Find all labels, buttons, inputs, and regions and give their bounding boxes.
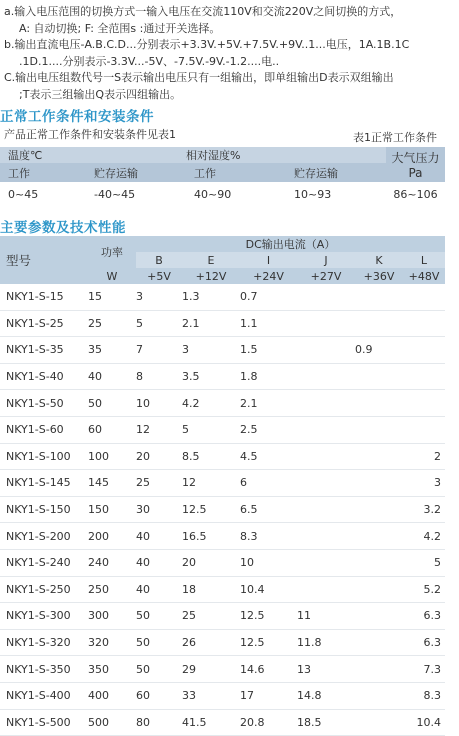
current-l-cell: 10.4 [403, 709, 445, 736]
current-l-cell: 3 [403, 470, 445, 497]
power-cell: 320 [88, 629, 136, 656]
model-cell: NKY1-S-400 [0, 682, 88, 709]
current-i-cell: 8.3 [240, 523, 297, 550]
current-e-cell: 25 [182, 603, 240, 630]
temp-storage-value: -40~45 [94, 188, 136, 201]
current-k-cell [355, 443, 403, 470]
current-e-cell: 5 [182, 416, 240, 443]
table-row [0, 629, 445, 656]
hum-storage-value: 10~93 [294, 188, 332, 201]
current-j-cell [297, 337, 355, 364]
model-cell: NKY1-S-150 [0, 496, 88, 523]
table-caption: 表1正常工作条件 [353, 131, 437, 144]
power-cell: 500 [88, 709, 136, 736]
current-l-cell: 2 [403, 443, 445, 470]
current-l-cell [403, 337, 445, 364]
hum-work-value: 40~90 [194, 188, 232, 201]
current-i-cell: 12.5 [240, 629, 297, 656]
current-e-cell: 16.5 [182, 523, 240, 550]
current-k-cell [355, 549, 403, 576]
current-e-cell: 20 [182, 549, 240, 576]
current-k-cell [355, 284, 403, 310]
power-cell: 40 [88, 363, 136, 390]
current-e-cell: 1.3 [182, 284, 240, 310]
section-title-params: 主要参数及技术性能 [0, 220, 126, 236]
current-j-cell: 13 [297, 656, 355, 683]
current-b-cell: 50 [136, 629, 182, 656]
table-row [0, 416, 445, 443]
table-row [0, 443, 445, 470]
current-k-cell [355, 416, 403, 443]
unit-header: +12V [195, 269, 227, 283]
note-line: A: 自动切换; F: 全范围s :通过开关选择。 [19, 21, 221, 35]
current-e-cell: 41.5 [182, 709, 240, 736]
current-e-cell: 2.1 [182, 310, 240, 337]
current-i-cell: 10.4 [240, 576, 297, 603]
letter-header: E [207, 253, 215, 267]
current-k-cell [355, 603, 403, 630]
letter-header: B [155, 253, 163, 267]
current-j-cell [297, 470, 355, 497]
power-cell: 200 [88, 523, 136, 550]
current-i-cell: 17 [240, 682, 297, 709]
note-line: C.输出电压组数代号一S表示输出电压只有一组输出，即单组输出D表示双组输出 [4, 71, 394, 84]
pressure-header: 大气压力Pa [386, 147, 445, 182]
current-i-cell: 12.5 [240, 603, 297, 630]
table-row [0, 682, 445, 709]
current-e-cell: 33 [182, 682, 240, 709]
current-j-cell [297, 363, 355, 390]
note-line: ;T表示三组输出Q表示四组输出。 [19, 87, 182, 101]
model-header: 型号 [0, 236, 88, 284]
power-cell: 35 [88, 337, 136, 364]
current-e-cell: 18 [182, 576, 240, 603]
current-l-cell: 6.3 [403, 629, 445, 656]
current-b-cell: 50 [136, 603, 182, 630]
current-i-cell: 0.7 [240, 284, 297, 310]
letter-header: L [420, 253, 428, 267]
current-e-cell: 4.2 [182, 390, 240, 417]
table-row [0, 284, 445, 310]
current-b-cell: 40 [136, 576, 182, 603]
conditions-table [0, 147, 445, 207]
power-cell: 150 [88, 496, 136, 523]
current-l-cell: 6.3 [403, 603, 445, 630]
unit-header: +27V [310, 269, 342, 283]
power-cell: 25 [88, 310, 136, 337]
letter-header: I [266, 253, 271, 267]
current-j-cell [297, 443, 355, 470]
temp-work-value: 0~45 [8, 188, 39, 201]
table-row [0, 363, 445, 390]
model-cell: NKY1-S-250 [0, 576, 88, 603]
current-i-cell: 20.8 [240, 709, 297, 736]
current-b-cell: 12 [136, 416, 182, 443]
current-k-cell [355, 470, 403, 497]
power-header: 功率 [101, 246, 123, 259]
model-cell: NKY1-S-200 [0, 523, 88, 550]
current-j-cell [297, 390, 355, 417]
current-k-cell [355, 390, 403, 417]
current-j-cell: 11 [297, 603, 355, 630]
current-i-cell: 6.5 [240, 496, 297, 523]
current-l-cell [403, 310, 445, 337]
current-l-cell [403, 363, 445, 390]
current-b-cell: 60 [136, 682, 182, 709]
current-e-cell: 3 [182, 337, 240, 364]
current-b-cell: 20 [136, 443, 182, 470]
current-k-cell [355, 709, 403, 736]
current-b-cell: 50 [136, 656, 182, 683]
current-j-cell [297, 416, 355, 443]
power-cell: 240 [88, 549, 136, 576]
power-cell: 300 [88, 603, 136, 630]
unit-header: +48V [408, 269, 440, 283]
current-j-cell [297, 549, 355, 576]
unit-header: +36V [363, 269, 395, 283]
current-k-cell [355, 363, 403, 390]
table-row [0, 310, 445, 337]
power-cell: 400 [88, 682, 136, 709]
current-b-cell: 10 [136, 390, 182, 417]
table-row [0, 496, 445, 523]
current-b-cell: 30 [136, 496, 182, 523]
model-cell: NKY1-S-50 [0, 390, 88, 417]
unit-header: +24V [253, 269, 284, 283]
current-b-cell: 40 [136, 523, 182, 550]
current-l-cell: 8.3 [403, 682, 445, 709]
current-i-cell: 14.6 [240, 656, 297, 683]
current-j-cell [297, 576, 355, 603]
current-j-cell [297, 523, 355, 550]
current-e-cell: 29 [182, 656, 240, 683]
current-j-cell: 14.8 [297, 682, 355, 709]
power-cell: 60 [88, 416, 136, 443]
current-b-cell: 25 [136, 470, 182, 497]
current-l-cell: 5 [403, 549, 445, 576]
model-cell: NKY1-S-300 [0, 603, 88, 630]
note-line: a.输入电压范围的切换方式一输入电压在交流110V和交流220V之间切换的方式， [4, 5, 402, 18]
current-k-cell [355, 629, 403, 656]
model-cell: NKY1-S-100 [0, 443, 88, 470]
current-b-cell: 3 [136, 284, 182, 310]
current-l-cell [403, 284, 445, 310]
unit-header: W [106, 269, 118, 283]
power-cell: 145 [88, 470, 136, 497]
table-row [0, 709, 445, 736]
current-l-cell [403, 390, 445, 417]
model-cell: NKY1-S-350 [0, 656, 88, 683]
power-cell: 15 [88, 284, 136, 310]
current-j-cell [297, 284, 355, 310]
current-j-cell [297, 310, 355, 337]
params-table [0, 236, 445, 736]
table-row [0, 337, 445, 364]
humidity-header: 相对湿度% [186, 149, 241, 162]
note-line: .1D.1....分别表示-3.3V...-5V、-7.5V.-9V.-1.2....电.. [19, 54, 280, 68]
current-b-cell: 40 [136, 549, 182, 576]
current-j-cell [297, 496, 355, 523]
current-i-cell: 2.1 [240, 390, 297, 417]
model-cell: NKY1-S-145 [0, 470, 88, 497]
current-k-cell [355, 523, 403, 550]
model-cell: NKY1-S-40 [0, 363, 88, 390]
table-row [0, 603, 445, 630]
note-line: b.输出直流电压-A.B.C.D...分别表示+3.3V.+5V.+7.5V.+9V..1...电压，1A.1B.1C [4, 38, 410, 51]
hum-work-header: 工作 [194, 166, 216, 180]
current-i-cell: 1.8 [240, 363, 297, 390]
power-cell: 100 [88, 443, 136, 470]
temp-work-header: 工作 [8, 166, 30, 180]
letter-header: K [375, 253, 383, 267]
current-k-cell [355, 656, 403, 683]
current-b-cell: 80 [136, 709, 182, 736]
current-l-cell: 4.2 [403, 523, 445, 550]
temp-storage-header: 贮存运输 [94, 166, 138, 180]
table-row [0, 576, 445, 603]
current-i-cell: 10 [240, 549, 297, 576]
current-k-cell [355, 496, 403, 523]
table-row [0, 523, 445, 550]
notes-block [4, 4, 456, 103]
current-b-cell: 5 [136, 310, 182, 337]
model-cell: NKY1-S-500 [0, 709, 88, 736]
current-k-cell [355, 682, 403, 709]
current-e-cell: 26 [182, 629, 240, 656]
current-b-cell: 8 [136, 363, 182, 390]
current-l-cell: 7.3 [403, 656, 445, 683]
pressure-value: 86~106 [393, 188, 438, 201]
current-k-cell [355, 576, 403, 603]
current-i-cell: 1.1 [240, 310, 297, 337]
power-cell: 250 [88, 576, 136, 603]
temp-header: 温度℃ [8, 149, 43, 162]
table-row [0, 549, 445, 576]
section-subtitle: 产品正常工作条件和安装条件见表1 [4, 128, 176, 141]
current-e-cell: 3.5 [182, 363, 240, 390]
dc-current-header: DC输出电流（A） [245, 238, 336, 251]
model-cell: NKY1-S-35 [0, 337, 88, 364]
current-i-cell: 1.5 [240, 337, 297, 364]
current-b-cell: 7 [136, 337, 182, 364]
current-k-cell [355, 310, 403, 337]
current-j-cell: 11.8 [297, 629, 355, 656]
model-cell: NKY1-S-320 [0, 629, 88, 656]
model-cell: NKY1-S-25 [0, 310, 88, 337]
unit-header: +5V [147, 269, 171, 283]
model-cell: NKY1-S-240 [0, 549, 88, 576]
model-cell: NKY1-S-15 [0, 284, 88, 310]
power-cell: 350 [88, 656, 136, 683]
current-e-cell: 12.5 [182, 496, 240, 523]
letter-header: J [324, 253, 328, 267]
table-row [0, 656, 445, 683]
model-cell: NKY1-S-60 [0, 416, 88, 443]
current-e-cell: 8.5 [182, 443, 240, 470]
table-row [0, 390, 445, 417]
power-cell: 50 [88, 390, 136, 417]
current-k-cell: 0.9 [355, 337, 403, 364]
table-row [0, 470, 445, 497]
current-i-cell: 4.5 [240, 443, 297, 470]
section-title-conditions: 正常工作条件和安装条件 [0, 109, 154, 125]
current-l-cell [403, 416, 445, 443]
current-l-cell: 5.2 [403, 576, 445, 603]
current-i-cell: 2.5 [240, 416, 297, 443]
hum-storage-header: 贮存运输 [294, 166, 338, 180]
current-l-cell: 3.2 [403, 496, 445, 523]
current-e-cell: 12 [182, 470, 240, 497]
current-j-cell: 18.5 [297, 709, 355, 736]
current-i-cell: 6 [240, 470, 297, 497]
